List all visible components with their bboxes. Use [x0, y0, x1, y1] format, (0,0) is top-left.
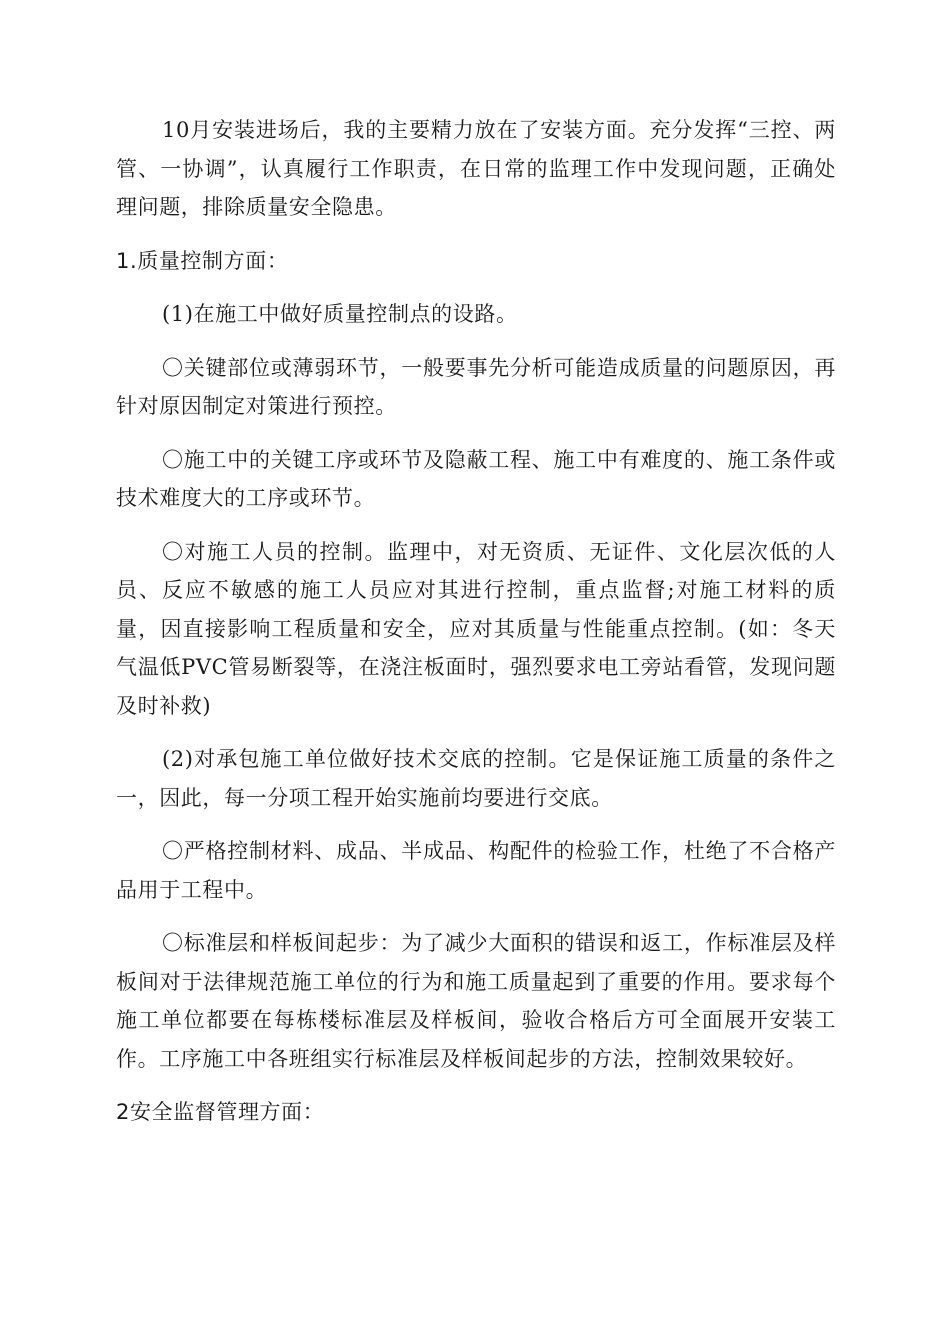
paragraph-personnel-control: 〇对施工人员的控制。监理中，对无资质、无证件、文化层次低的人员、反应不敏感的施工人员应对其进行控制，重点监督;对施工材料的质量，因直接影响工程质量和安全，应对其质量与性能重点控制。(如：冬天气温低PVC管易断裂等，在浇注板面时，强烈要求电工旁站看管，发现问题及时补救)	[116, 539, 836, 718]
document-page	[116, 111, 836, 1147]
paragraph-standard-floor: 〇标准层和样板间起步：为了减少大面积的错误和返工，作标准层及样板间对于法律规范施工单位的行为和施工质量起到了重要的作用。要求每个施工单位都要在每栋楼标准层及样板间，验收合格后方可全面展开安装工作。工序施工中各班组实行标准层及样板间起步的方法，控制效果较好。	[116, 931, 836, 1071]
paragraph-intro: 10月安装进场后，我的主要精力放在了安装方面。充分发挥“三控、两管、一协调”，认真履行工作职责，在日常的监理工作中发现问题，正确处理问题，排除质量安全隐患。	[116, 118, 836, 219]
section-heading-quality-control: 1.质量控制方面：	[116, 248, 289, 273]
section-heading-safety-supervision: 2安全监督管理方面：	[116, 1100, 325, 1124]
paragraph-key-processes: 〇施工中的关键工序或环节及隐蔽工程、施工中有难度的、施工条件或技术难度大的工序或环节。	[116, 447, 836, 510]
paragraph-technical-briefing: (2)对承包施工单位做好技术交底的控制。它是保证施工质量的条件之一，因此，每一分项工程开始实施前均要进行交底。	[116, 747, 836, 810]
paragraph-material-inspection: 〇严格控制材料、成品、半成品、构配件的检验工作，杜绝了不合格产品用于工程中。	[116, 839, 836, 902]
paragraph-key-parts: 〇关键部位或薄弱环节，一般要事先分析可能造成质量的问题原因，再针对原因制定对策进行预控。	[116, 355, 836, 418]
paragraph-control-points: (1)在施工中做好质量控制点的设路。	[162, 302, 518, 326]
